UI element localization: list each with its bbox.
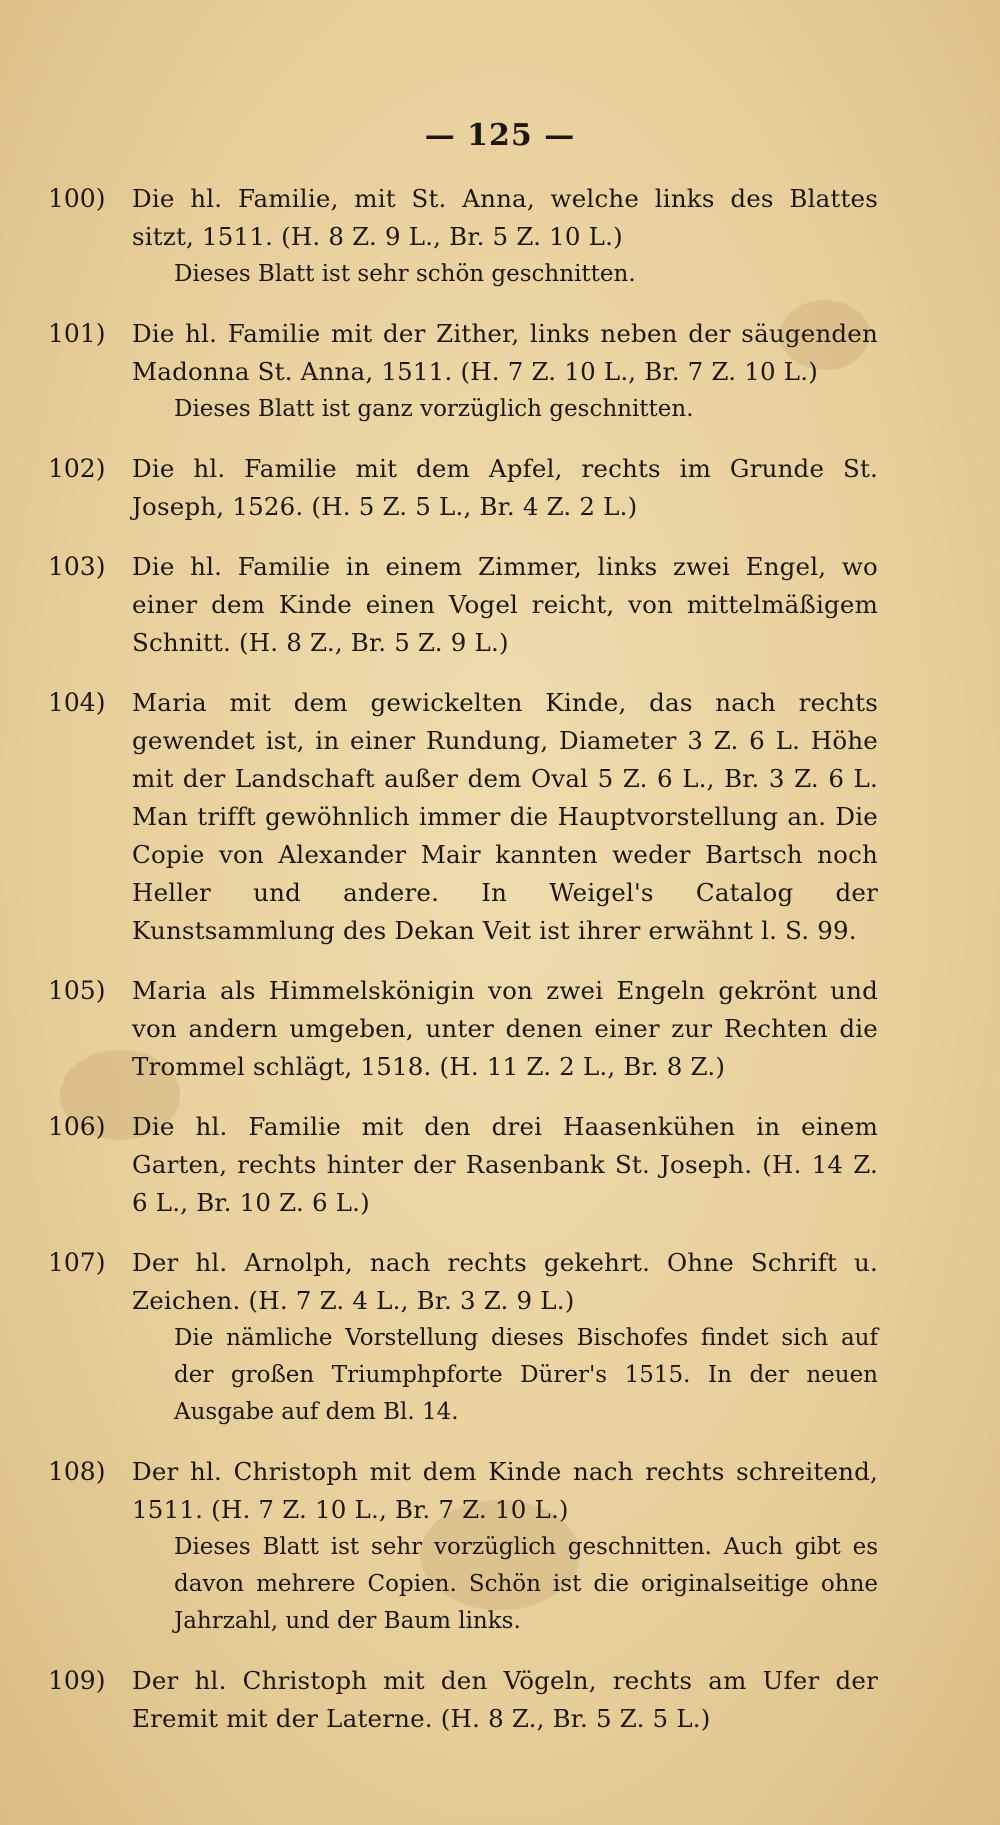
entry-note: Dieses Blatt ist ganz vorzüglich geschnitten. (174, 396, 694, 422)
entry-note: Die nämliche Vorstellung dieses Bischofes findet sich auf der großen Triumphpforte Dürer's 1515. In der neuen Ausgabe auf dem Bl. 14. (174, 1325, 878, 1425)
entry-note: Dieses Blatt ist sehr schön geschnitten. (174, 261, 636, 287)
catalog-entry (48, 1244, 878, 1431)
entry-number: 100) (48, 184, 106, 213)
entry-text: Der hl. Christoph mit den Vögeln, rechts am Ufer der Eremit mit der Laterne. (H. 8 Z., Br. 5 Z. 5 L.) (132, 1666, 878, 1733)
entry-note: Dieses Blatt ist sehr vorzüglich geschnitten. Auch gibt es davon mehrere Copien. Schön ist die originalseitige ohne Jahrzahl, und der Baum links. (174, 1534, 878, 1634)
entry-text: Maria als Himmelskönigin von zwei Engeln gekrönt und von andern umgeben, unter denen einer zur Rechten die Trommel schlägt, 1518. (H. 11 Z. 2 L., Br. 8 Z.) (132, 976, 878, 1081)
catalog-entry (48, 1453, 878, 1640)
catalog-entry (48, 684, 878, 950)
entry-text: Der hl. Arnolph, nach rechts gekehrt. Ohne Schrift u. Zeichen. (H. 7 Z. 4 L., Br. 3 Z. 9 L.) (132, 1248, 878, 1315)
catalog-entry (48, 972, 878, 1086)
entry-text: Maria mit dem gewickelten Kinde, das nach rechts gewendet ist, in einer Rundung, Diameter 3 Z. 6 L. Höhe mit der Landschaft außer dem Oval 5 Z. 6 L., Br. 3 Z. 6 L. Man trifft gewöhnlich immer die Hauptvorstellung an. Die Copie von Alexander Mair kannten weder Bartsch noch Heller und andere. In Weigel's Catalog der Kunstsammlung des Dekan Veit ist ihrer erwähnt l. S. 99. (132, 688, 878, 945)
entry-number: 104) (48, 688, 106, 717)
entry-text: Die hl. Familie mit der Zither, links neben der säugenden Madonna St. Anna, 1511. (H. 7 Z. 10 L., Br. 7 Z. 10 L.) (132, 319, 878, 386)
entry-number: 108) (48, 1457, 106, 1486)
entry-text: Der hl. Christoph mit dem Kinde nach rechts schreitend, 1511. (H. 7 Z. 10 L., Br. 7 Z. 10 L.) (132, 1457, 878, 1524)
entry-text: Die hl. Familie mit dem Apfel, rechts im Grunde St. Joseph, 1526. (H. 5 Z. 5 L., Br. 4 Z. 2 L.) (132, 454, 878, 521)
catalog-entry (48, 180, 878, 293)
entry-number: 107) (48, 1248, 106, 1277)
catalog-entry (48, 1108, 878, 1222)
page-number: — 125 — (424, 118, 576, 153)
entry-number: 105) (48, 976, 106, 1005)
catalog-entry (48, 315, 878, 428)
catalog-entry (48, 548, 878, 662)
catalog-entry (48, 1662, 878, 1738)
entry-number: 102) (48, 454, 106, 483)
entry-text: Die hl. Familie, mit St. Anna, welche links des Blattes sitzt, 1511. (H. 8 Z. 9 L., Br. 5 Z. 10 L.) (132, 184, 878, 251)
entry-text: Die hl. Familie mit den drei Haasenkühen in einem Garten, rechts hinter der Rasenbank St. Joseph. (H. 14 Z. 6 L., Br. 10 Z. 6 L.) (132, 1112, 878, 1217)
catalog-entries (48, 180, 878, 1760)
entry-text: Die hl. Familie in einem Zimmer, links zwei Engel, wo einer dem Kinde einen Vogel reicht, von mittelmäßigem Schnitt. (H. 8 Z., Br. 5 Z. 9 L.) (132, 552, 878, 657)
entry-number: 109) (48, 1666, 106, 1695)
catalog-entry (48, 450, 878, 526)
entry-number: 106) (48, 1112, 106, 1141)
entry-number: 101) (48, 319, 106, 348)
entry-number: 103) (48, 552, 106, 581)
